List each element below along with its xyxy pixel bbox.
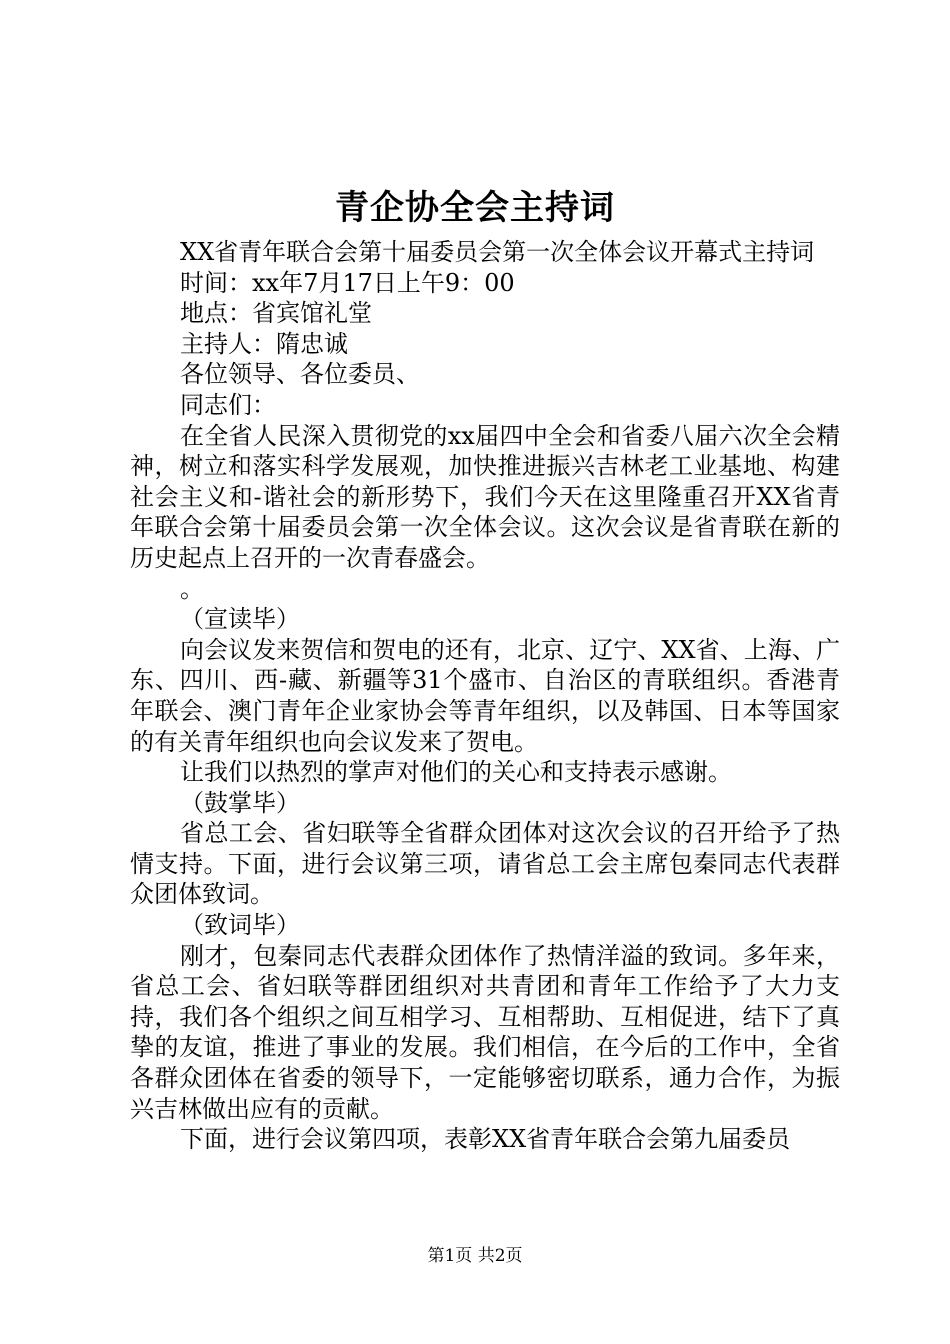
paragraph-applause-done: （鼓掌毕） (180, 788, 300, 817)
paragraph-period: 。 (180, 574, 204, 603)
paragraph-host: 主持人：隋忠诚 (180, 329, 348, 358)
paragraph-third-item: 省总工会、省妇联等全省群众团体对这次会议的召开给予了热情支持。下面，进行会议第三项，请省总工会主席包秦同志代表群众团体致词。 (130, 819, 840, 909)
paragraph-opening: 在全省人民深入贯彻党的xx届四中全会和省委八届六次全会精神，树立和落实科学发展观，加快推进振兴吉林老工业基地、构建社会主义和-谐社会的新形势下，我们今天在这里隆重召开XX省青年联合会第十届委员会第一次全体会议。这次会议是省青联在新的历史起点上召开的一次青春盛会。 (130, 421, 840, 572)
paragraph-heading: XX省青年联合会第十届委员会第一次全体会议开幕式主持词 (180, 238, 815, 266)
paragraph-reading-done: （宣读毕） (180, 605, 300, 634)
paragraph-time: 时间：xx年7月17日上午9：00 (180, 268, 515, 297)
paragraph-remarks: 刚才，包秦同志代表群众团体作了热情洋溢的致词。多年来，省总工会、省妇联等群团组织对共青团和青年工作给予了大力支持，我们各个组织之间互相学习、互相帮助、互相促进，结下了真挚的友谊，推进了事业的发展。我们相信，在今后的工作中，全省各群众团体在省委的领导下，一定能够密切联系，通力合作，为振兴吉林做出应有的贡献。 (130, 941, 840, 1123)
page-footer: 第1页 共2页 (427, 1246, 523, 1266)
document-body (130, 237, 840, 1155)
paragraph-salutation: 各位领导、各位委员、 (180, 360, 420, 389)
paragraph-fourth-item: 下面，进行会议第四项，表彰XX省青年联合会第九届委员 (180, 1125, 791, 1154)
paragraph-congratulations: 向会议发来贺信和贺电的还有，北京、辽宁、XX省、上海、广东、四川、西-藏、新疆等31个盛市、自治区的青联组织。香港青年联会、澳门青年企业家协会等青年组织，以及韩国、日本等国家的有关青年组织也向会议发来了贺电。 (130, 635, 840, 756)
document-title: 青企协全会主持词 (335, 188, 615, 228)
paragraph-location: 地点：省宾馆礼堂 (180, 299, 372, 328)
paragraph-comrades: 同志们： (180, 390, 276, 419)
paragraph-applause-call: 让我们以热烈的掌声对他们的关心和支持表示感谢。 (180, 758, 732, 787)
paragraph-speech-done: （致词毕） (180, 911, 300, 940)
